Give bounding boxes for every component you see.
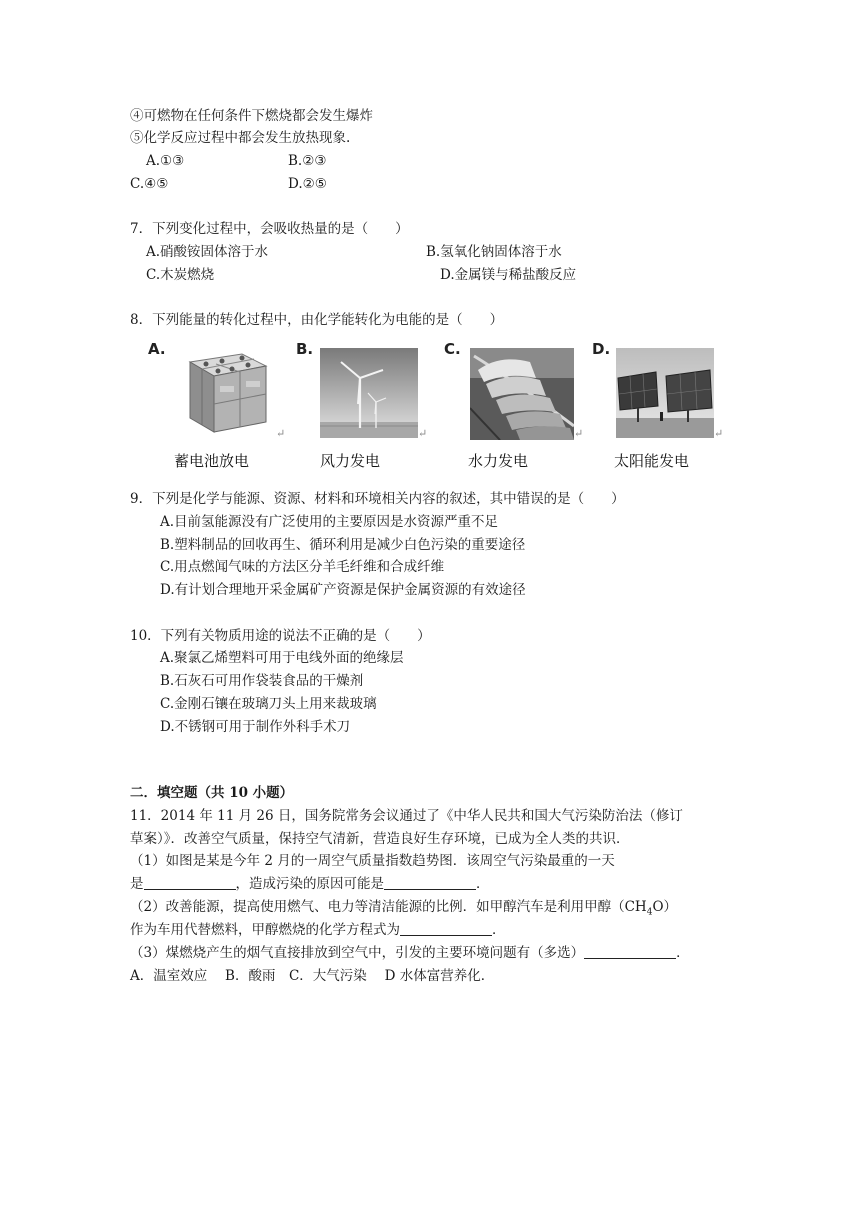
q11-line-2: 草案）》．改善空气质量，保持空气清新，营造良好生存环境，已成为全人类的共识． [130, 831, 630, 847]
hydro-turbine-image [470, 348, 574, 440]
q11-part-2b-pre: 作为车用代替燃料，甲醇燃烧的化学方程式为 [130, 922, 400, 938]
q7-option-a: A.硝酸铵固体溶于水 [146, 244, 269, 260]
q9-option-c: C.用点燃闻气味的方法区分羊毛纤维和合成纤维 [160, 559, 445, 575]
q11-part-1-b [130, 874, 490, 894]
q8-label-a: A. [148, 340, 166, 358]
return-mark: ↵ [418, 427, 428, 440]
q9-option-d: D.有计划合理地开采金属矿产资源是保护金属资源的有效途径 [160, 582, 526, 598]
q10-stem: 10．下列有关物质用途的说法不正确的是（ ） [130, 628, 431, 644]
q11-part-3-end: ． [676, 945, 690, 961]
return-mark: ↵ [276, 427, 286, 440]
q8-caption-d: 太阳能发电 [614, 452, 690, 470]
return-mark: ↵ [574, 427, 584, 440]
section-title: 二．填空题（共 10 小题） [130, 785, 294, 801]
q10-option-d: D.不锈钢可用于制作外科手术刀 [160, 719, 351, 735]
q8-stem: 8．下列能量的转化过程中，由化学能转化为电能的是（ ） [130, 312, 504, 328]
formula-subscript: 4 [646, 907, 653, 918]
q7-stem: 7．下列变化过程中，会吸收热量的是（ ） [130, 221, 409, 237]
q11-part-3 [130, 943, 690, 963]
q6-option-b: B.②③ [288, 153, 327, 169]
answer-blank-3[interactable] [400, 921, 492, 936]
q11-part-2-post: O） [652, 899, 678, 915]
answer-blank-2[interactable] [384, 875, 476, 890]
answer-blank-4[interactable] [584, 944, 676, 959]
q6-option-c: C.④⑤ [130, 176, 169, 192]
q7-option-b: B.氢氧化钠固体溶于水 [426, 244, 562, 260]
answer-blank-1[interactable] [144, 875, 236, 890]
q8-label-d: D. [592, 340, 611, 358]
q9-option-a: A.目前氢能源没有广泛使用的主要原因是水资源严重不足 [160, 514, 499, 530]
q8-caption-a: 蓄电池放电 [174, 452, 250, 470]
q7-option-c: C.木炭燃烧 [146, 267, 215, 283]
q11-part-2-pre: （2）改善能源，提高使用燃气、电力等清洁能源的比例．如甲醇汽车是利用甲醇（CH [130, 899, 647, 915]
q10-option-a: A.聚氯乙烯塑料可用于电线外面的绝缘层 [160, 650, 404, 666]
q11-part-3-pre: （3）煤燃烧产生的烟气直接排放到空气中，引发的主要环境问题有（多选） [130, 945, 585, 961]
q11-part-1-end: ． [476, 876, 490, 892]
q8-label-b: B. [296, 340, 314, 358]
q8-caption-c: 水力发电 [468, 452, 529, 470]
solar-panel-image [616, 348, 714, 438]
q6-option-a: A.①③ [146, 153, 185, 169]
q11-line-1: 11．2014 年 11 月 26 日，国务院常务会议通过了《中华人民共和国大气污染防治法（修订 [130, 808, 683, 824]
battery-image [176, 346, 276, 438]
q8-caption-b: 风力发电 [320, 452, 381, 470]
q6-option-d: D.②⑤ [288, 176, 327, 192]
q11-options: A．温室效应 B．酸雨 C．大气污染 D 水体富营养化． [130, 968, 495, 984]
q11-part-1-pre: 是 [130, 876, 144, 892]
q11-part-2b-end: ． [492, 922, 506, 938]
q11-part-1-mid: ，造成污染的原因可能是 [235, 876, 384, 892]
return-mark: ↵ [714, 427, 724, 440]
wind-turbine-image [320, 348, 418, 438]
q11-part-1-a: （1）如图是某是今年 2 月的一周空气质量指数趋势图．该周空气污染最重的一天 [130, 853, 615, 869]
q7-option-d: D.金属镁与稀盐酸反应 [440, 267, 577, 283]
q11-part-2-a [130, 897, 677, 923]
q10-option-c: C.金刚石镶在玻璃刀头上用来裁玻璃 [160, 696, 377, 712]
q8-label-c: C. [444, 340, 461, 358]
q11-part-2-b [130, 920, 506, 940]
q9-option-b: B.塑料制品的回收再生、循环利用是减少白色污染的重要途径 [160, 537, 526, 553]
q6-item-5: ⑤化学反应过程中都会发生放热现象. [130, 130, 351, 146]
q6-item-4: ④可燃物在任何条件下燃烧都会发生爆炸 [130, 108, 373, 124]
q9-stem: 9．下列是化学与能源、资源、材料和环境相关内容的叙述，其中错误的是（ ） [130, 491, 625, 507]
q10-option-b: B.石灰石可用作袋装食品的干燥剂 [160, 673, 364, 689]
